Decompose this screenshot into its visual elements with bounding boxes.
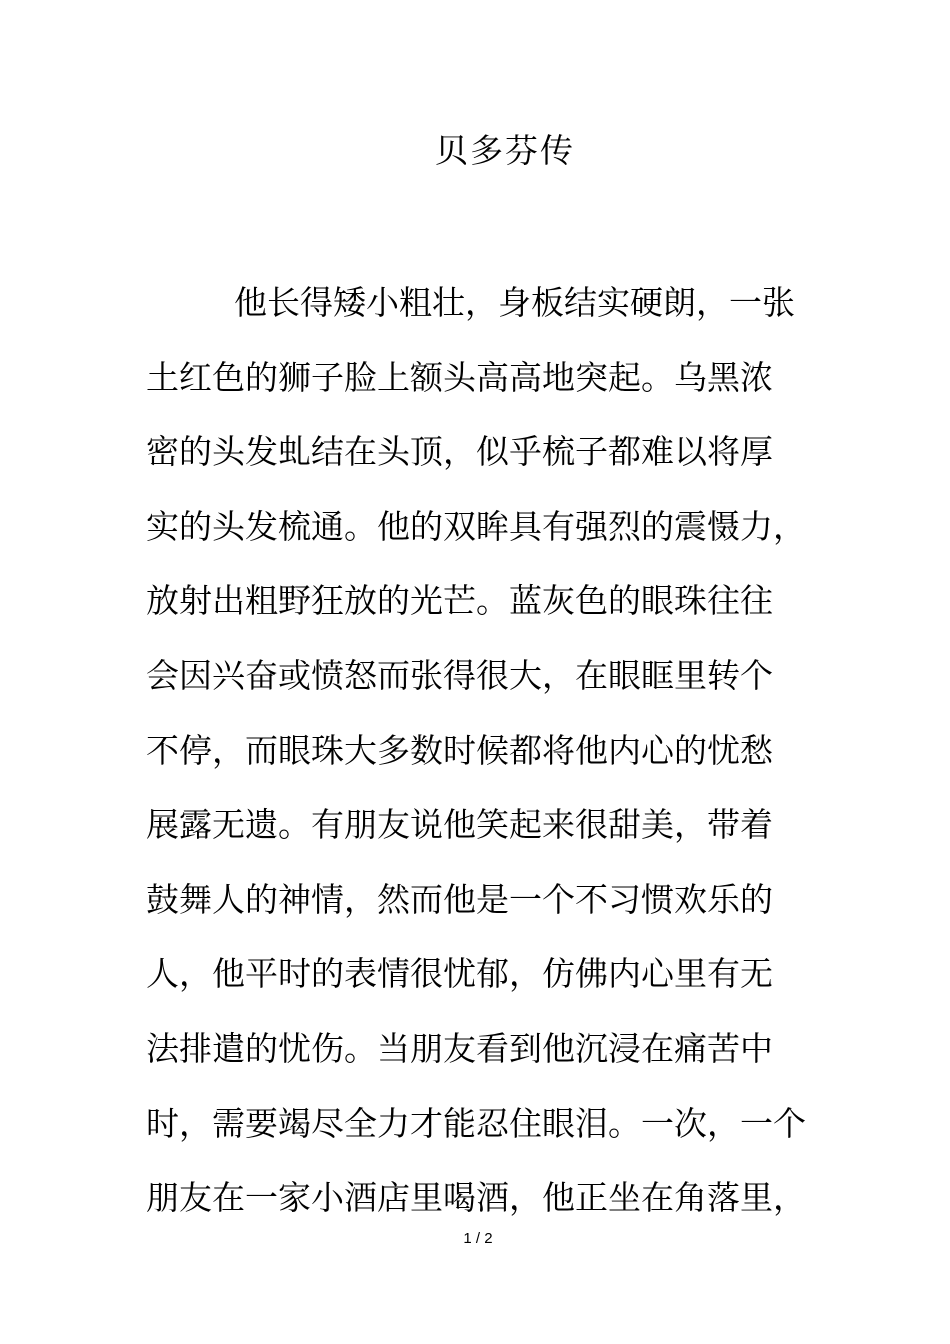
text-line: 土红色的狮子脸上额头高高地突起。乌黑浓 xyxy=(146,357,773,397)
text-line: 他长得矮小粗壮，身板结实硬朗，一张 xyxy=(234,283,795,322)
text-line: 朋友在一家小酒店里喝酒，他正坐在角落里， xyxy=(146,1178,806,1218)
page-number: 1 / 2 xyxy=(463,1230,493,1247)
text-line: 人，他平时的表情很忧郁，仿佛内心里有无 xyxy=(146,954,773,994)
text-line: 放射出粗野狂放的光芒。蓝灰色的眼珠往往 xyxy=(146,581,773,621)
text-line: 实的头发梳通。他的双眸具有强烈的震慑力， xyxy=(146,506,806,546)
text-line: 不停，而眼珠大多数时候都将他内心的忧愁 xyxy=(146,730,773,770)
document-title: 贝多芬传 xyxy=(435,131,575,170)
text-line: 鼓舞人的神情，然而他是一个不习惯欢乐的 xyxy=(146,879,773,919)
body-paragraph xyxy=(146,266,816,1236)
text-line: 会因兴奋或愤怒而张得很大，在眼眶里转个 xyxy=(146,655,773,695)
text-line: 展露无遗。有朋友说他笑起来很甜美，带着 xyxy=(146,805,773,845)
text-line: 法排遣的忧伤。当朋友看到他沉浸在痛苦中 xyxy=(146,1028,773,1068)
text-line: 时，需要竭尽全力才能忍住眼泪。一次，一个 xyxy=(146,1103,806,1143)
text-line: 密的头发虬结在头顶，似乎梳子都难以将厚 xyxy=(146,432,773,472)
